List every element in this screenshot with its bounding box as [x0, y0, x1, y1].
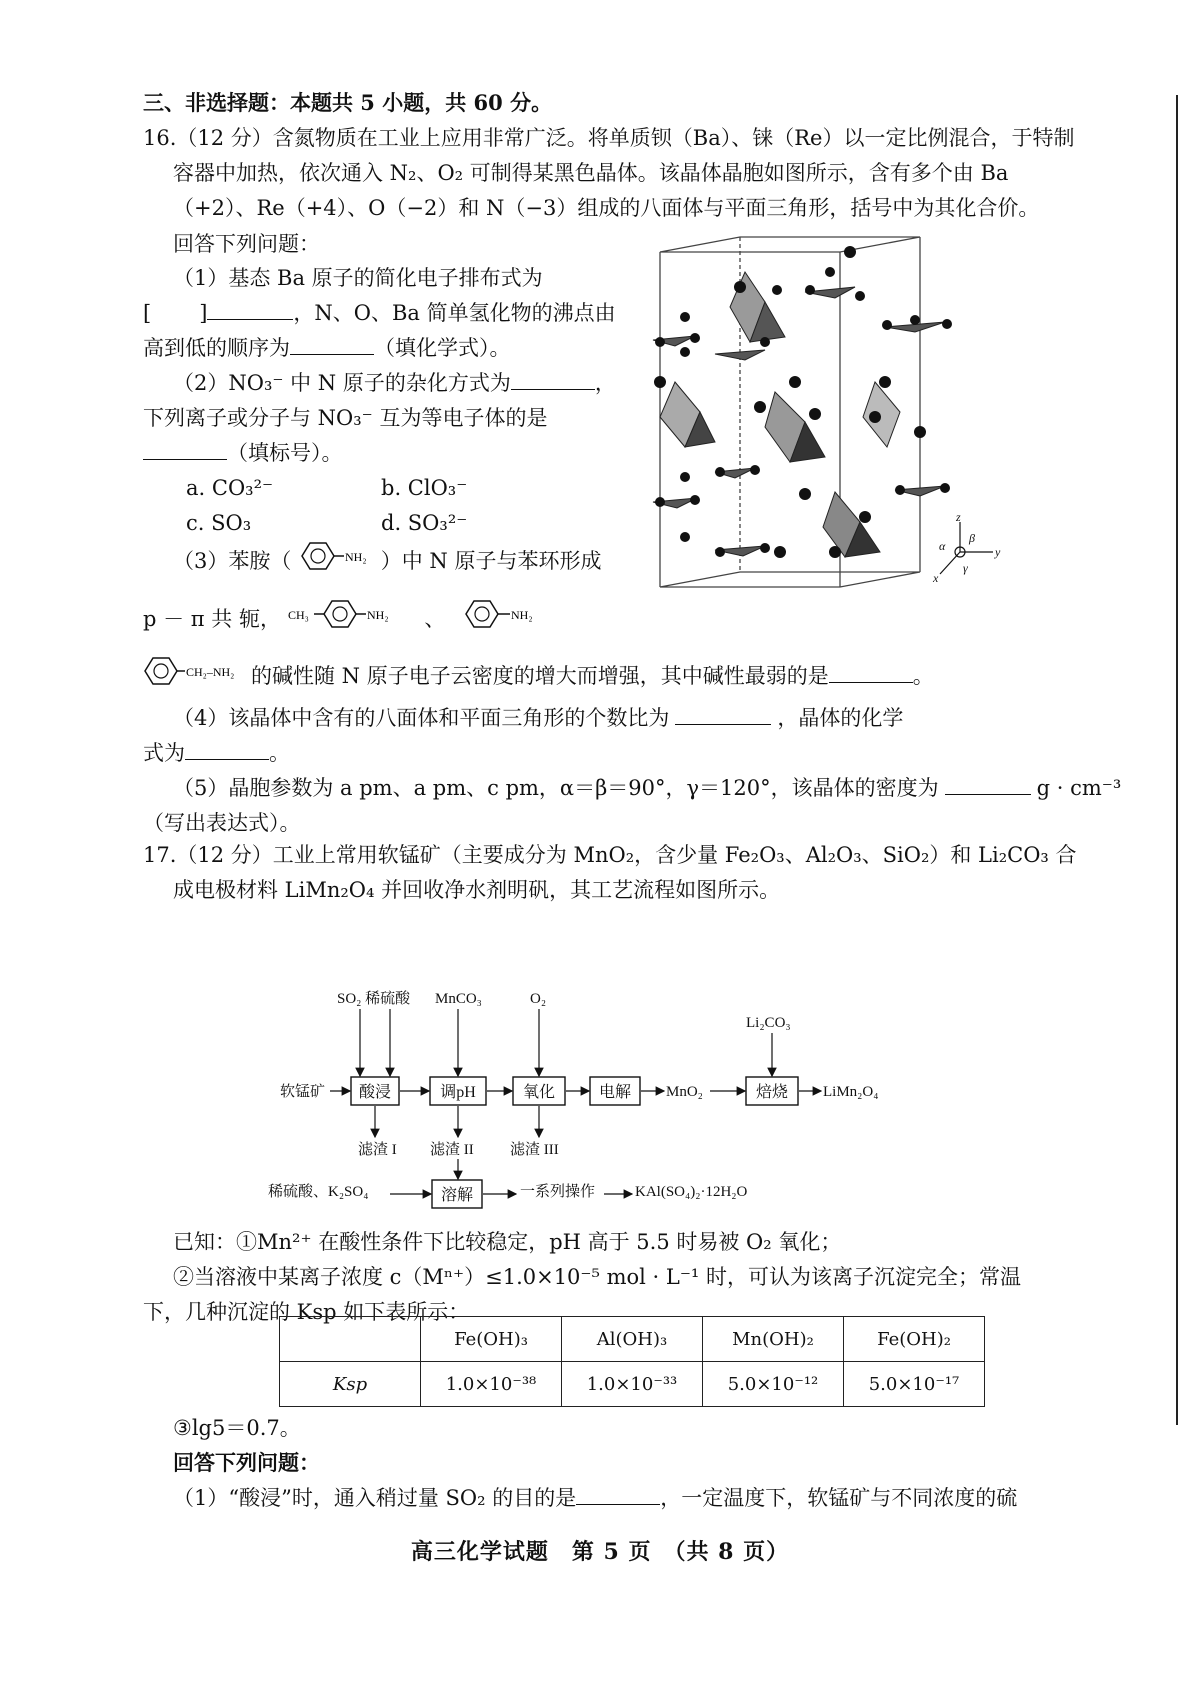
flow-input-li2co3: Li₂CO₃	[746, 1015, 791, 1031]
flow-step-dissolve: 溶解	[440, 1187, 474, 1204]
basicity-text: 的碱性随 N 原子电子云密度的增大而增强，其中碱性最弱的是	[251, 664, 829, 688]
svg-text:CH₂–NH₂: CH₂–NH₂	[186, 665, 235, 679]
svg-text:y: y	[995, 545, 1001, 559]
q16-part1-line3	[143, 333, 511, 363]
q16-part5-line2: （写出表达式）。	[143, 811, 301, 835]
bp-order-suffix: （填化学式）。	[374, 336, 511, 360]
ksp-row-label: Ksp	[280, 1362, 421, 1407]
answer-blank-hybridization[interactable]	[511, 369, 595, 390]
svg-text:CH₃: CH₃	[287, 608, 309, 622]
option-c: c. SO₃	[186, 511, 252, 535]
q17-known-1: 已知：①Mn²⁺ 在酸性条件下比较稳定，pH 高于 5.5 时易被 O₂ 氧化；	[173, 1230, 842, 1254]
flow-step-oxidize: 氧化	[522, 1084, 556, 1101]
period: 。	[269, 741, 290, 765]
aniline-structure	[298, 540, 374, 585]
ksp-value-feoh3: 1.0×10⁻³⁸	[421, 1362, 562, 1407]
page-footer: 高三化学试题 第 5 页 （共 8 页）	[410, 1539, 790, 1565]
bp-order-text: ，N、O、Ba 简单氢化物的沸点由	[293, 301, 616, 325]
flow-residue-1: 滤渣 I	[358, 1142, 397, 1158]
ksp-header-feoh3: Fe(OH)₃	[421, 1317, 562, 1362]
q17-known-2: ②当溶液中某离子浓度 c（Mⁿ⁺）≤1.0×10⁻⁵ mol · L⁻¹ 时，可认为该离子沉淀完全；常温	[173, 1265, 1022, 1289]
answer-blank-weakest-base[interactable]	[829, 662, 913, 683]
svg-text:NH₂: NH₂	[366, 608, 389, 622]
conjugation-text: p － π 共 轭，	[143, 607, 281, 631]
q16-intro-line1: 16.（12 分）含氮物质在工业上应用非常广泛。将单质钡（Ba）、铼（Re）以一定比例混合，于特制	[143, 126, 1075, 150]
q16-part4-line1	[173, 703, 903, 733]
flow-residue-2: 滤渣 II	[430, 1142, 474, 1158]
separator: 、	[424, 607, 446, 631]
q16-intro-line2: 容器中加热，依次通入 N₂、O₂ 可制得某黑色晶体。该晶体晶胞如图所示，含有多个由 Ba	[173, 161, 1009, 185]
ksp-value-feoh2: 5.0×10⁻¹⁷	[844, 1362, 985, 1407]
q16-part2-line1	[173, 368, 616, 398]
answer-blank-formula[interactable]	[185, 739, 269, 760]
aniline-structure-2	[452, 598, 548, 643]
svg-text:β: β	[969, 531, 975, 545]
q16-part1-line1: （1）基态 Ba 原子的简化电子排布式为	[173, 266, 543, 290]
svg-text:α: α	[939, 539, 946, 553]
fill-label-note: （填标号）。	[227, 441, 343, 465]
ksp-header-feoh2: Fe(OH)₂	[844, 1317, 985, 1362]
answer-blank-ratio[interactable]	[675, 704, 771, 725]
flow-step-adjust-ph: 调pH	[440, 1084, 476, 1101]
answer-blank-bp-order[interactable]	[290, 334, 374, 355]
q16-part5-line1	[173, 773, 1121, 803]
ksp-value-mnoh2: 5.0×10⁻¹²	[703, 1362, 844, 1407]
ksp-table	[279, 1316, 985, 1407]
q16-part1-line2	[143, 298, 616, 328]
ksp-header-blank	[280, 1317, 421, 1362]
q16-part3-line3	[143, 655, 934, 695]
comma: ，	[594, 371, 616, 395]
ksp-value-aloh3: 1.0×10⁻³³	[562, 1362, 703, 1407]
svg-text:NH₂: NH₂	[345, 550, 367, 564]
aniline-suffix: ）中 N 原子与苯环形成	[380, 549, 602, 573]
process-flowchart	[268, 987, 920, 1204]
flow-input-so2: SO₂ 稀硫酸	[337, 991, 411, 1007]
q17-intro-line2: 成电极材料 LiMn₂O₄ 并回收净水剂明矾，其工艺流程如图所示。	[173, 878, 781, 902]
section-title: 三、非选择题：本题共 5 小题，共 60 分。	[143, 90, 553, 115]
flow-alum: KAl(SO₄)₂·12H₂O	[635, 1184, 748, 1200]
ksp-header-row	[280, 1317, 985, 1362]
q16-intro-line3: （+2）、Re（+4）、O（−2）和 N（−3）组成的八面体与平面三角形，括号中为其化合价。	[173, 196, 1040, 220]
flow-step-electrolyze: 电解	[598, 1084, 632, 1101]
flow-series-ops: 一系列操作	[520, 1184, 596, 1200]
density-prompt: （5）晶胞参数为 a pm、a pm、c pm，α＝β＝90°，γ＝120°，该晶体的密度为	[173, 776, 939, 800]
ratio-prompt: （4）该晶体中含有的八面体和平面三角形的个数比为	[173, 706, 670, 730]
svg-text:x: x	[933, 571, 939, 585]
aniline-prefix: （3）苯胺（	[173, 549, 292, 573]
q17-known-4: ③lg5＝0.7。	[173, 1416, 301, 1440]
axis-indicator	[925, 512, 1005, 587]
answer-blank-so2-purpose[interactable]	[576, 1484, 660, 1505]
flow-limn2o4: LiMn₂O₄	[823, 1084, 879, 1100]
ksp-header-mnoh2: Mn(OH)₂	[703, 1317, 844, 1362]
formula-prompt: ，晶体的化学	[777, 706, 904, 730]
q16-part2-line2: 下列离子或分子与 NO₃⁻ 互为等电子体的是	[143, 406, 548, 430]
formula-prefix: 式为	[143, 741, 185, 765]
q17-known-3: 下，几种沉淀的 Ksp 如下表所示：	[143, 1300, 470, 1324]
flow-step-acid-leach: 酸浸	[358, 1084, 392, 1101]
period: 。	[912, 664, 934, 688]
option-a: a. CO₃²⁻	[186, 476, 274, 500]
bracket-open: [	[143, 301, 152, 325]
flow-feed: 软锰矿	[280, 1084, 326, 1100]
svg-text:γ: γ	[963, 561, 968, 575]
flow-dissolve-input: 稀硫酸、K₂SO₄	[268, 1184, 369, 1200]
right-margin-rule	[1176, 95, 1178, 1425]
option-d: d. SO₃²⁻	[381, 511, 468, 535]
q17-part1-line1	[173, 1483, 1017, 1513]
q16-part2-line3	[143, 438, 343, 468]
q16-part3-line2	[143, 598, 548, 638]
so2-purpose-suffix: ，一定温度下，软锰矿与不同浓度的硫	[660, 1486, 1018, 1510]
q16-part4-line2	[143, 738, 290, 768]
answer-blank-electron-config[interactable]	[207, 299, 293, 320]
q16-part3-line1	[173, 540, 601, 580]
q17-answer-prompt: 回答下列问题：	[173, 1450, 320, 1475]
answer-blank-density[interactable]	[945, 774, 1031, 795]
p-toluidine-structure	[288, 598, 418, 643]
bracket-close: ]	[199, 301, 208, 325]
flow-step-roast: 焙烧	[755, 1084, 789, 1101]
q16-answer-prompt: 回答下列问题：	[173, 232, 320, 256]
option-b: b. ClO₃⁻	[381, 476, 468, 500]
flow-input-mnco3: MnCO₃	[435, 991, 482, 1007]
q17-intro-line1: 17.（12 分）工业上常用软锰矿（主要成分为 MnO₂，含少量 Fe₂O₃、Al₂O₃、SiO₂）和 Li₂CO₃ 合	[143, 843, 1077, 867]
flow-residue-3: 滤渣 III	[510, 1142, 559, 1158]
so2-purpose-prompt: （1）“酸浸”时，通入稍过量 SO₂ 的目的是	[173, 1486, 577, 1510]
bp-order-prefix: 高到低的顺序为	[143, 336, 290, 360]
ksp-value-row	[280, 1362, 985, 1407]
answer-blank-isoelectronic[interactable]	[143, 439, 227, 460]
density-unit: g · cm⁻³	[1036, 776, 1122, 800]
hybridization-prompt: （2）NO₃⁻ 中 N 原子的杂化方式为	[173, 371, 511, 395]
ksp-header-aloh3: Al(OH)₃	[562, 1317, 703, 1362]
flow-input-o2: O₂	[530, 991, 547, 1007]
svg-text:NH₂: NH₂	[511, 608, 533, 622]
benzylamine-structure	[143, 655, 251, 700]
svg-text:z: z	[956, 510, 961, 524]
flow-mno2: MnO₂	[666, 1084, 703, 1100]
